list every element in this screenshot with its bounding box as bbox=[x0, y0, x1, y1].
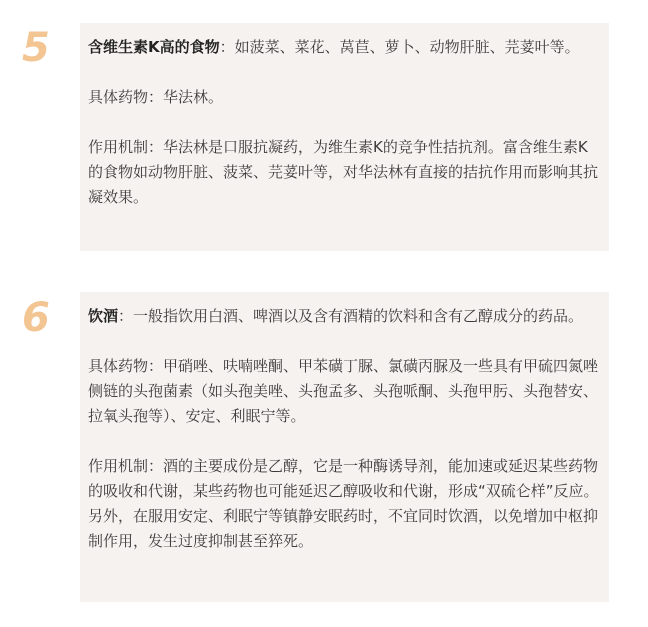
section-intro: ：一般指饮用白酒、啤酒以及含有酒精的饮料和含有乙醇成分的药品。 bbox=[118, 307, 584, 325]
section-title: 饮酒 bbox=[88, 307, 119, 325]
section-title: 含维生素K高的食物 bbox=[88, 38, 220, 56]
mechanism-paragraph: 作用机制：华法林是口服抗凝药，为维生素K的竞争性拮抗剂。富含维生素K的食物如动物肝脏、菠菜、芫荽叶等，对华法林有直接的拮抗作用而影响其抗凝效果。 bbox=[88, 138, 599, 206]
drugs-paragraph: 具体药物：华法林。 bbox=[88, 88, 224, 106]
drugs-paragraph: 具体药物：甲硝唑、呋喃唑酮、甲苯磺丁脲、氯磺丙脲及一些具有甲硫四氮唑侧链的头孢菌素（如头孢美唑、头孢孟多、头孢哌酮、头孢甲肟、头孢替安、拉氧头孢等）、安定、利眠宁等。 bbox=[88, 357, 599, 425]
mechanism-paragraph: 作用机制：酒的主要成份是乙醇，它是一种酶诱导剂，能加速或延迟某些药物的吸收和代谢，某些药物也可能延迟乙醇吸收和代谢，形成“双硫仑样”反应。另外，在服用安定、利眠宁等镇静安眠药时，不宜同时饮酒，以免增加中枢抑制作用，发生过度抑制甚至猝死。 bbox=[88, 457, 599, 550]
food-paragraph bbox=[88, 35, 601, 60]
content-box bbox=[80, 292, 609, 602]
section-intro: ：如菠菜、菜花、莴苣、萝卜、动物肝脏、芫荽叶等。 bbox=[219, 38, 580, 56]
section-number: 6 bbox=[22, 295, 50, 341]
section-number: 5 bbox=[22, 25, 50, 71]
alcohol-paragraph bbox=[88, 304, 601, 329]
content-box bbox=[80, 23, 609, 251]
